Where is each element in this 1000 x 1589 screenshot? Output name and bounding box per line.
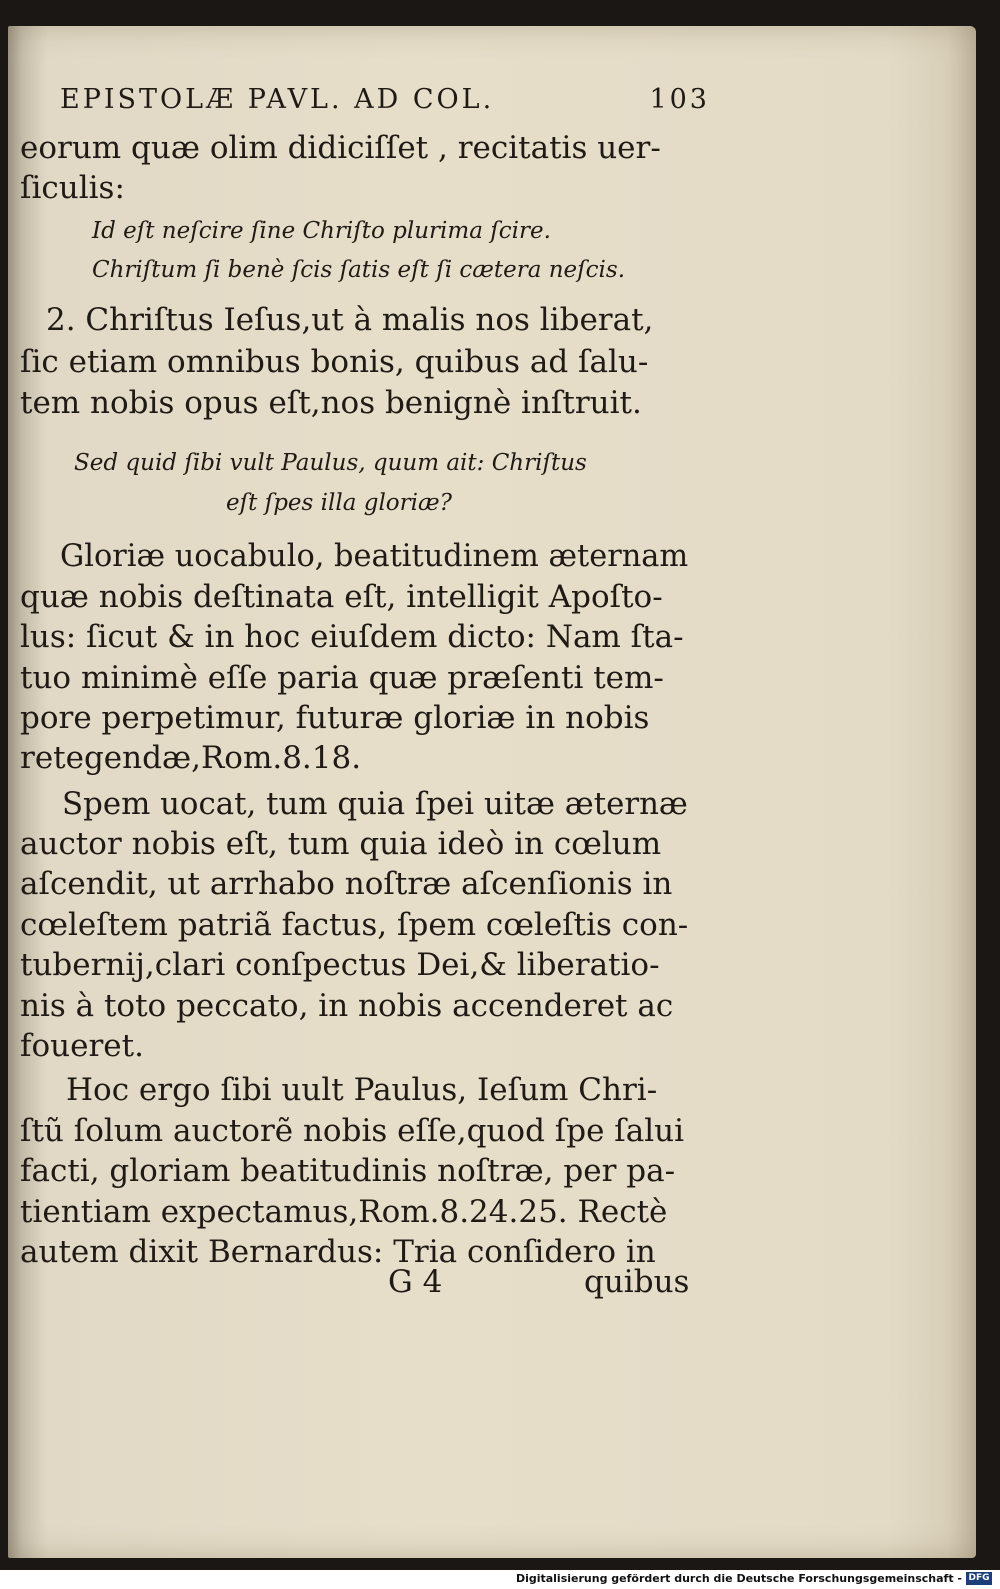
text-line: ſtũ ſolum auctorẽ nobis eſſe,quod ſpe ſalui — [20, 1113, 685, 1149]
text-line: ſic etiam omnibus bonis, quibus ad ſalu- — [20, 344, 649, 380]
page-number: 103 — [649, 84, 710, 115]
text-line: tuo minimè eſſe paria quæ præſenti tem- — [20, 660, 664, 696]
text-line: Spem uocat, tum quia ſpei uitæ æternæ — [62, 786, 688, 822]
text-line: eorum quæ olim didiciſſet , recitatis uer- — [20, 130, 661, 166]
text-line: pore perpetimur, futuræ gloriæ in nobis — [20, 700, 650, 736]
verse-line: Chriſtum ſi benè ſcis ſatis eſt ſi cætera neſcis. — [92, 257, 626, 283]
text-line: quæ nobis deſtinata eſt, intelligit Apoſto- — [20, 579, 663, 615]
text-line: nis à toto peccato, in nobis accenderet ac — [20, 988, 674, 1024]
text-line: aſcendit, ut arrhabo noſtræ aſcenſionis in — [20, 866, 673, 902]
catchword: quibus — [584, 1264, 690, 1300]
text-line: cœleſtem patriã factus, ſpem cœleſtis con- — [20, 907, 689, 943]
running-title: EPISTOLÆ PAVL. AD COL. — [60, 84, 495, 115]
signature-mark: G 4 — [388, 1264, 443, 1300]
text-line: 2. Chriſtus Ieſus,ut à malis nos liberat, — [46, 302, 654, 338]
text-line: Gloriæ uocabulo, beatitudinem æternam — [60, 538, 689, 574]
text-line: facti, gloriam beatitudinis noſtræ, per pa- — [20, 1153, 676, 1189]
text-line: autem dixit Bernardus: Tria conſidero in — [20, 1234, 656, 1270]
text-line: ſiculis: — [20, 170, 125, 206]
question-line: Sed quid ſibi vult Paulus, quum ait: Chriſtus — [74, 450, 587, 476]
text-line: tientiam expectamus,Rom.8.24.25. Rectè — [20, 1194, 668, 1230]
text-line: tem nobis opus eſt,nos benignè inſtruit. — [20, 385, 642, 421]
text-line: lus: ſicut & in hoc eiuſdem dicto: Nam ſta- — [20, 619, 684, 655]
verse-line: Id eſt neſcire ſine Chriſto plurima ſcire. — [92, 218, 551, 244]
dfg-logo-icon: DFG — [966, 1572, 992, 1585]
footer-bar — [0, 1570, 1000, 1589]
question-line: eſt ſpes illa gloriæ? — [226, 490, 452, 516]
text-line: tubernij,clari conſpectus Dei,& liberatio- — [20, 947, 660, 983]
text-line: retegendæ,Rom.8.18. — [20, 740, 362, 776]
text-line: foueret. — [20, 1028, 144, 1064]
text-line: auctor nobis eſt, tum quia ideò in cœlum — [20, 826, 662, 862]
text-line: Hoc ergo ſibi uult Paulus, Ieſum Chri- — [66, 1072, 658, 1108]
funding-credit: Digitalisierung gefördert durch die Deutsche Forschungsgemeinschaft - — [515, 1572, 962, 1585]
running-header — [60, 84, 710, 124]
